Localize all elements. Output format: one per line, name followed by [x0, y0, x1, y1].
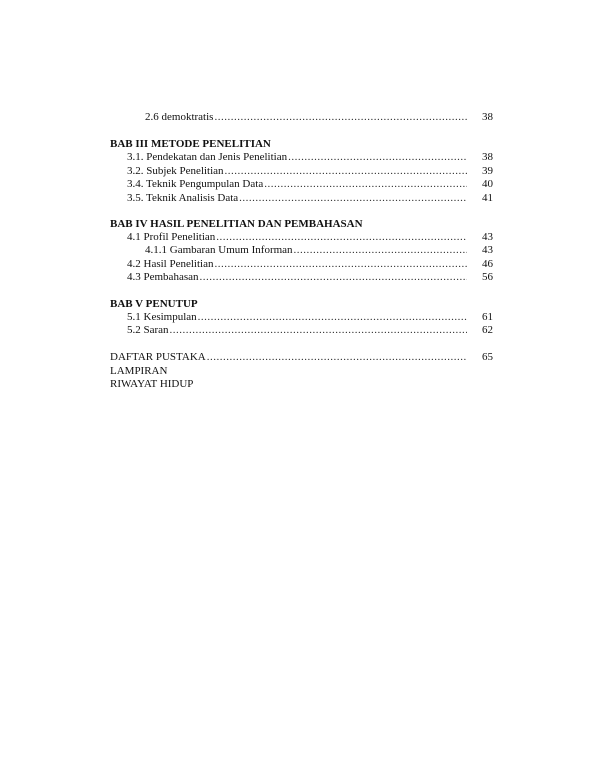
toc-entry-daftar-pustaka	[110, 350, 475, 364]
toc-entry-4-3	[127, 270, 475, 284]
toc-entry-3-4	[127, 177, 475, 191]
toc-entry-page: 43	[482, 244, 493, 256]
toc-entry-page: 61	[482, 311, 493, 323]
dot-leader	[264, 177, 467, 191]
dot-leader	[294, 243, 467, 257]
toc-entry-label: 2.6 demoktratis	[145, 111, 214, 123]
toc-entry-5-2	[127, 323, 475, 337]
dot-leader	[225, 164, 467, 178]
toc-entry-page: 56	[482, 271, 493, 283]
toc-entry-page: 38	[482, 111, 493, 123]
toc-entry-label: 4.3 Pembahasan	[127, 271, 199, 283]
dot-leader	[199, 270, 467, 284]
toc-entry-page: 46	[482, 258, 493, 270]
toc-entry-4-1	[127, 230, 475, 244]
toc-entry-5-1	[127, 310, 475, 324]
toc-entry-label: 5.1 Kesimpulan	[127, 311, 197, 323]
toc-entry-page: 65	[482, 351, 493, 363]
toc-entry-label: 4.1.1 Gambaran Umum Informan	[145, 244, 293, 256]
toc-entry-page: 43	[482, 231, 493, 243]
toc-entry-riwayat-hidup: RIWAYAT HIDUP	[110, 378, 194, 390]
toc-entry-3-2	[127, 164, 475, 178]
dot-leader	[198, 310, 467, 324]
chapter-heading-bab-3: BAB III METODE PENELITIAN	[110, 138, 271, 150]
toc-entry-page: 39	[482, 165, 493, 177]
dot-leader	[214, 110, 467, 124]
toc-entry-label: 3.4. Teknik Pengumpulan Data	[127, 178, 264, 190]
toc-entry-4-1-1	[145, 243, 475, 257]
toc-entry-label: DAFTAR PUSTAKA	[110, 351, 206, 363]
dot-leader	[170, 323, 467, 337]
toc-entry-page: 41	[482, 192, 493, 204]
dot-leader	[207, 350, 467, 364]
toc-entry-label: 3.2. Subjek Penelitian	[127, 165, 224, 177]
toc-entry-2-6	[145, 110, 475, 124]
toc-entry-3-5	[127, 191, 475, 205]
toc-entry-label: 3.5. Teknik Analisis Data	[127, 192, 239, 204]
toc-entry-lampiran: LAMPIRAN	[110, 365, 168, 377]
toc-entry-label: 3.1. Pendekatan dan Jenis Penelitian	[127, 151, 288, 163]
chapter-heading-bab-5: BAB V PENUTUP	[110, 298, 198, 310]
toc-entry-page: 40	[482, 178, 493, 190]
toc-entry-page: 62	[482, 324, 493, 336]
toc-entry-page: 38	[482, 151, 493, 163]
toc-entry-label: 4.1 Profil Penelitian	[127, 231, 216, 243]
chapter-heading-bab-4: BAB IV HASIL PENELITIAN DAN PEMBAHASAN	[110, 218, 363, 230]
toc-entry-4-2	[127, 257, 475, 271]
toc-entry-label: 4.2 Hasil Penelitian	[127, 258, 214, 270]
toc-entry-3-1	[127, 150, 475, 164]
dot-leader	[216, 230, 467, 244]
dot-leader	[214, 257, 467, 271]
toc-entry-label: 5.2 Saran	[127, 324, 169, 336]
dot-leader	[239, 191, 467, 205]
dot-leader	[288, 150, 467, 164]
